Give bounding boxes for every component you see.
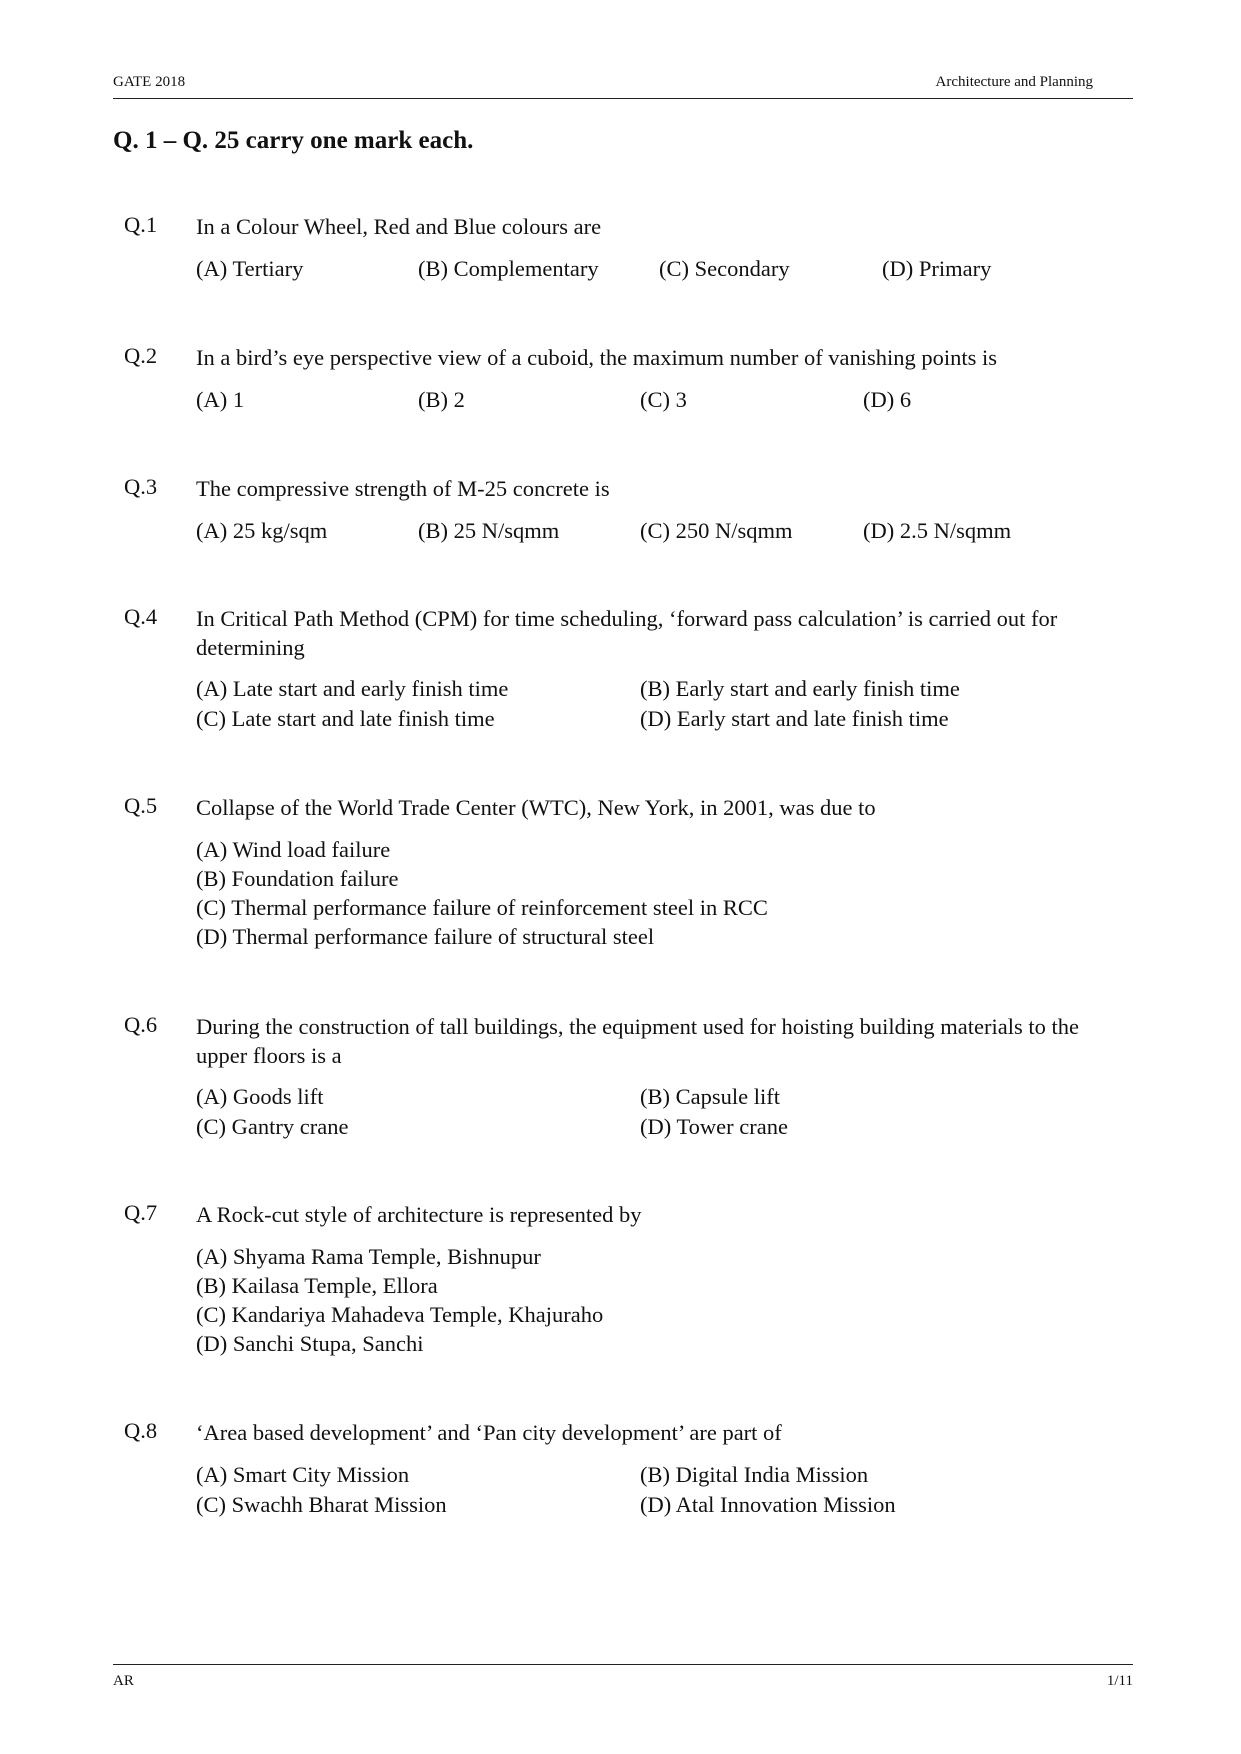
question-number: Q.8 [124, 1418, 158, 1443]
option-d: (D) Thermal performance failure of structural steel [196, 924, 655, 949]
option-a: (A) Wind load failure [196, 837, 391, 862]
option-a: (A) Tertiary [196, 256, 304, 281]
question-number: Q.1 [124, 212, 158, 237]
question-stem: In a Colour Wheel, Red and Blue colours are [196, 214, 602, 239]
option-d: (D) Tower crane [640, 1114, 788, 1139]
question-number: Q.3 [124, 474, 158, 499]
option-b: (B) Digital India Mission [640, 1462, 869, 1487]
option-b: (B) Capsule lift [640, 1084, 780, 1109]
question-stem: The compressive strength of M-25 concrete is [196, 476, 610, 501]
question-stem: Collapse of the World Trade Center (WTC), New York, in 2001, was due to [196, 795, 876, 820]
option-c: (C) Late start and late finish time [196, 706, 495, 731]
option-b: (B) Foundation failure [196, 866, 399, 891]
option-d: (D) 6 [863, 387, 912, 412]
option-a: (A) 1 [196, 387, 245, 412]
option-d: (D) Atal Innovation Mission [640, 1492, 896, 1517]
page-number: 1/11 [1106, 1673, 1133, 1689]
question-stem: During the construction of tall buildings, the equipment used for hoisting building materials to the upper floors is a [196, 1014, 1079, 1068]
option-d: (D) Sanchi Stupa, Sanchi [196, 1331, 424, 1356]
option-c: (C) 3 [640, 387, 687, 412]
option-c: (C) Thermal performance failure of reinforcement steel in RCC [196, 895, 768, 920]
option-b: (B) 25 N/sqmm [418, 518, 560, 543]
question-number: Q.6 [124, 1012, 158, 1037]
paper-subject: Architecture and Planning [935, 74, 1093, 90]
option-a: (A) Shyama Rama Temple, Bishnupur [196, 1244, 541, 1269]
option-c: (C) Secondary [659, 256, 790, 281]
option-a: (A) Smart City Mission [196, 1462, 410, 1487]
question-stem: A Rock-cut style of architecture is represented by [196, 1202, 642, 1227]
option-d: (D) 2.5 N/sqmm [863, 518, 1012, 543]
question-stem: ‘Area based development’ and ‘Pan city development’ are part of [196, 1420, 782, 1445]
question-stem: In a bird’s eye perspective view of a cuboid, the maximum number of vanishing points is [196, 345, 998, 370]
option-b: (B) Early start and early finish time [640, 676, 960, 701]
option-c: (C) 250 N/sqmm [640, 518, 793, 543]
option-a: (A) 25 kg/sqm [196, 518, 328, 543]
question-number: Q.5 [124, 793, 158, 818]
option-b: (B) 2 [418, 387, 465, 412]
exam-title: GATE 2018 [113, 74, 186, 90]
option-d: (D) Primary [882, 256, 992, 281]
option-c: (C) Gantry crane [196, 1114, 349, 1139]
question-number: Q.2 [124, 343, 158, 368]
option-c: (C) Kandariya Mahadeva Temple, Khajuraho [196, 1302, 604, 1327]
page-header [113, 74, 1133, 99]
question-number: Q.7 [124, 1200, 158, 1225]
section-heading: Q. 1 – Q. 25 carry one mark each. [113, 127, 474, 154]
question-number: Q.4 [124, 604, 158, 629]
option-b: (B) Kailasa Temple, Ellora [196, 1273, 438, 1298]
option-d: (D) Early start and late finish time [640, 706, 949, 731]
option-b: (B) Complementary [418, 256, 599, 281]
page-footer [113, 1664, 1133, 1695]
question-stem: In Critical Path Method (CPM) for time scheduling, ‘forward pass calculation’ is carried out for determining [196, 606, 1058, 660]
option-a: (A) Late start and early finish time [196, 676, 509, 701]
option-a: (A) Goods lift [196, 1084, 324, 1109]
paper-code: AR [113, 1673, 134, 1689]
option-c: (C) Swachh Bharat Mission [196, 1492, 447, 1517]
